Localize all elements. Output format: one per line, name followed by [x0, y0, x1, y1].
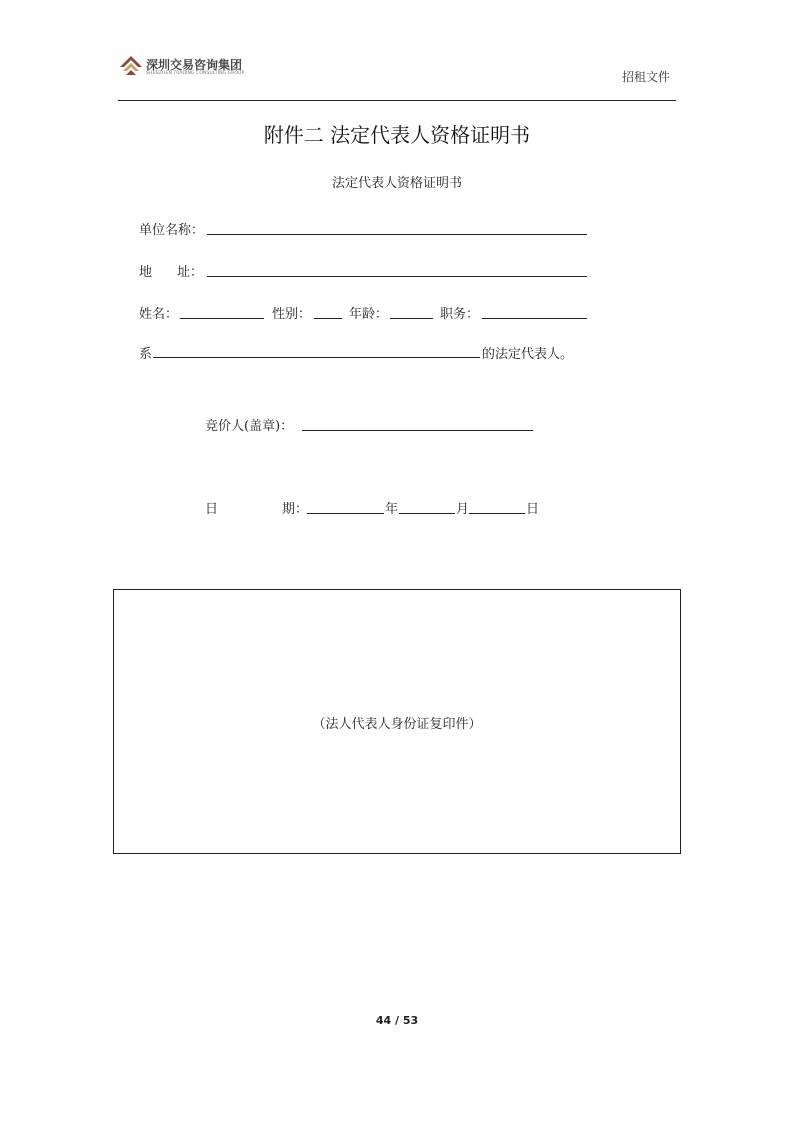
bidder-seal-label: 竞价人(盖章)： [205, 419, 294, 434]
bidder-seal-field[interactable] [302, 430, 533, 431]
page-subtitle: 法定代表人资格证明书 [331, 176, 462, 191]
position-label: 职务： [440, 307, 480, 322]
relation-suffix: 的法定代表人。 [482, 347, 574, 362]
gender-field[interactable] [314, 318, 342, 319]
year-field[interactable] [307, 513, 384, 514]
date-label-part2: 期： [282, 502, 309, 517]
page-title: 附件二 法定代表人资格证明书 [263, 123, 531, 147]
day-label: 日 [526, 502, 540, 517]
position-field[interactable] [482, 318, 587, 319]
age-field[interactable] [390, 318, 433, 319]
header-divider [118, 100, 676, 101]
company-of-representative-field[interactable] [153, 357, 480, 358]
address-field[interactable] [207, 276, 587, 277]
company-name-cn: 深圳交易咨询集团 [146, 58, 243, 72]
address-label-part2: 址： [177, 265, 204, 280]
company-logo-icon [119, 55, 143, 79]
name-label: 姓名： [139, 307, 179, 322]
address-label-part1: 地 [139, 265, 153, 280]
age-label: 年龄： [349, 307, 389, 322]
name-field[interactable] [180, 318, 264, 319]
relation-prefix: 系 [139, 347, 153, 362]
date-label-part1: 日 [205, 502, 219, 517]
company-name-en: SHENZHEN TRADING CONSULTING GROUP [146, 71, 245, 76]
page-number: 44 / 53 [375, 1014, 419, 1027]
month-label: 月 [456, 502, 470, 517]
year-label: 年 [385, 502, 399, 517]
document-type: 招租文件 [621, 70, 670, 84]
month-field[interactable] [399, 513, 455, 514]
id-copy-caption: （法人代表人身份证复印件） [312, 717, 482, 732]
company-logo [119, 55, 249, 81]
day-field[interactable] [469, 513, 525, 514]
gender-label: 性别： [272, 307, 312, 322]
unit-name-field[interactable] [207, 234, 587, 235]
unit-name-label: 单位名称： [139, 223, 205, 238]
